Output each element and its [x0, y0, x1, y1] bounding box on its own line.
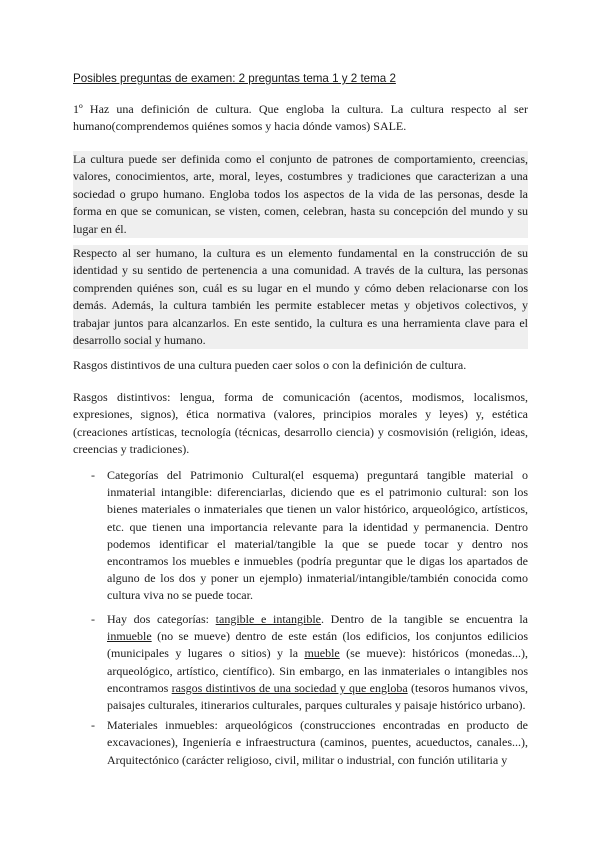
underlined-term: tangible e intangible: [215, 612, 321, 626]
list-item: [73, 611, 528, 714]
answer-paragraph-2: Respecto al ser humano, la cultura es un elemento fundamental en la construcción de su identidad y su sentido de pertenencia a una comunidad. A través de la cultura, las personas comprenden quiénes son, cuál es su lugar en el mundo y cómo deben relacionarse con los demás. Además, la cultura también les permite establecer metas y objetivos colectivos, y trabajar juntos para alcanzarlos. En este sentido, la cultura es una herramienta clave para el desarrollo social y humano.: [73, 245, 528, 349]
question-1: 1º Haz una definición de cultura. Que engloba la cultura. La cultura respecto al ser humano(comprendemos quiénes somos y hacia dónde vamos) SALE.: [73, 102, 528, 134]
underlined-term: inmueble: [107, 629, 152, 644]
list-item: [73, 717, 528, 769]
underlined-term: mueble: [304, 646, 340, 661]
bullet-list-2: [73, 611, 528, 769]
bullet-dash: -: [91, 718, 95, 733]
underlined-term: rasgos distintivos de una sociedad y que engloba: [171, 680, 408, 695]
list-item-text: Hay dos categorías: tangible e intangible. Dentro de la tangible se encuentra la inmueble (no se mueve) dentro de este están (los edificios, los conjuntos edilicios (municipales y lugares o sitios) y la mueble (se mueve): históricos (monedas...), arqueológico, artístico, científico). Sin embargo, en las inmateriales o intangibles nos encontramos rasgos distintivos de una sociedad y que engloba (tesoros humanos vivos, paisajes culturales, itinerarios culturales, parques culturales y paisaje histórico urbano).: [107, 612, 529, 713]
list-item: [73, 467, 528, 605]
bullet-dash: -: [91, 468, 95, 482]
answer-paragraph-1: La cultura puede ser definida como el conjunto de patrones de comportamiento, creencias, valores, conocimientos, arte, moral, leyes, costumbres y tradiciones que caracterizan a una sociedad o grupo humano. Engloba todos los aspectos de la vida de las personas, desde la forma en que se comunican, se visten, comen, celebran, hasta su concepción del mundo y su lugar en él.: [73, 151, 528, 238]
bullet-list-1: [73, 467, 528, 605]
rasgos-paragraph: Rasgos distintivos: lengua, forma de comunicación (acentos, modismos, localismos, expresiones, signos), ética normativa (valores, principios morales y leyes) y, estética (creaciones artísticas, tecnología (técnicas, desarrollo ciencia) y cosmovisión (religión, ideas, creencias y tradiciones).: [73, 390, 528, 457]
rasgos-note: Rasgos distintivos de una cultura pueden caer solos o con la definición de cultura.: [73, 358, 467, 372]
list-item-text: Materiales inmuebles: arqueológicos (construcciones encontradas en producto de excavaciones), Ingeniería e infraestructura (caminos, puentes, acueductos, canales...), Arquitectónico (carácter religioso, civil, militar o industrial, con función utilitaria y: [107, 718, 528, 767]
bullet-dash: -: [91, 612, 95, 626]
list-item-text: Categorías del Patrimonio Cultural(el esquema) preguntará tangible material o inmaterial intangible: diferenciarlas, diciendo que es el patrimonio cultural: son los bienes materiales o inmateriales que tienen un valor histórico, arqueológico, artísticos, etc. que tienen una importancia relevante para la identidad y permanencia. Dentro podemos identificar el material/tangible la que se puede tocar y dentro nos encontramos los muebles e inmuebles (podría preguntar que le digas los apartados de alguno de los dos y poner un ejemplo) inmaterial/intangible/también conocida como cultura viva no se puede tocar.: [107, 468, 528, 603]
page-title: Posibles preguntas de examen: 2 preguntas tema 1 y 2 tema 2: [73, 72, 396, 85]
